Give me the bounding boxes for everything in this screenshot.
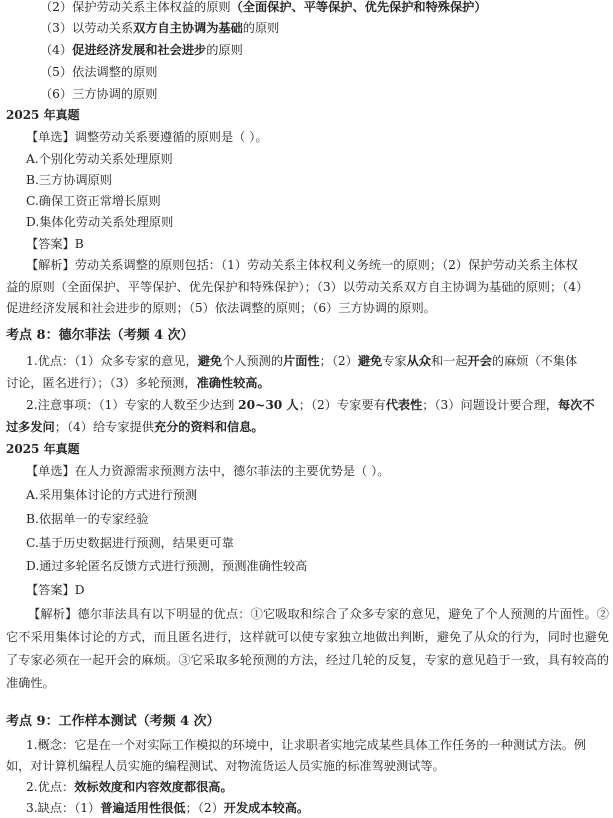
analysis-line-2: 益的原则（全面保护、平等保护、优先保护和特殊保护）；（3）以劳动关系双方自主协调为基础的原则；（4） — [6, 280, 589, 294]
principle-item-5: （5）依法调整的原则 — [40, 65, 158, 79]
kp9-disadvantages: 3.缺点：（1）普遍适用性很低；（2）开发成本较高。 — [26, 801, 310, 815]
option-c: C.确保工资正常增长原则 — [26, 194, 161, 208]
kp8-notes-line-1: 2.注意事项：（1）专家的人数至少达到 20~30 人；（2）专家要有代表性；（3）问题设计要合理，每次不 — [26, 398, 595, 412]
option-b: B.依据单一的专家经验 — [26, 512, 149, 526]
principle-item-2: （2）保护劳动关系主体权益的原则（全面保护、平等保护、优先保护和特殊保护） — [40, 0, 487, 14]
answer: 【答案】D — [26, 583, 85, 597]
question-stem: 【单选】在人力资源需求预测方法中，德尔菲法的主要优势是（ ）。 — [26, 464, 390, 478]
answer: 【答案】B — [26, 237, 84, 251]
option-a: A.个别化劳动关系处理原则 — [26, 152, 173, 166]
option-d: D.集体化劳动关系处理原则 — [26, 215, 174, 229]
kp9-concept-line-1: 1.概念：它是在一个对实际工作模拟的环境中，让求职者实地完成某些具体工作任务的一种测试方法。例 — [26, 738, 587, 752]
kp9-advantages: 2.优点：效标效度和内容效度都很高。 — [26, 780, 233, 794]
exam-year-label: 2025 年真题 — [6, 442, 80, 456]
section-heading-kp9: 考点 9：工作样本测试（考频 4 次） — [6, 714, 220, 729]
section-heading-kp8: 考点 8：德尔菲法（考频 4 次） — [6, 328, 194, 343]
kp8-advantages-line-2: 讨论，匿名进行）；（3）多轮预测，准确性较高。 — [6, 376, 270, 390]
analysis-line-3: 促进经济发展和社会进步的原则；（5）依法调整的原则；（6）三方协调的原则。 — [6, 301, 436, 315]
question-stem: 【单选】调整劳动关系要遵循的原则是（ ）。 — [26, 130, 268, 144]
kp9-concept-line-2: 如，对计算机编程人员实施的编程测试、对物流货运人员实施的标准驾驶测试等。 — [6, 759, 445, 773]
option-a: A.采用集体讨论的方式进行预测 — [26, 488, 198, 502]
analysis-paragraph: 【解析】德尔菲法具有以下明显的优点：①它吸取和综合了众多专家的意见，避免了个人预测的片面性。②它不采用集体讨论的方式，而且匿名进行，这样就可以使专家独立地做出判断，避免了从众的行为，同时也避免了专家必须在一起开会的麻烦。③它采取多轮预测的方法，经过几轮的反复，专家的意见趋于一致，具有较高的准确性。 — [6, 607, 609, 690]
option-b: B.三方协调原则 — [26, 173, 112, 187]
principle-item-4: （4）促进经济发展和社会进步的原则 — [40, 43, 243, 57]
principle-item-6: （6）三方协调的原则 — [40, 87, 158, 101]
kp8-notes-line-2: 过多发问；（4）给专家提供充分的资料和信息。 — [6, 420, 264, 434]
option-d: D.通过多轮匿名反馈方式进行预测，预测准确性较高 — [26, 559, 308, 573]
option-c: C.基于历史数据进行预测，结果更可靠 — [26, 536, 234, 550]
kp8-advantages-line-1: 1.优点：（1）众多专家的意见，避免个人预测的片面性；（2）避免专家从众和一起开会的麻烦（不集体 — [26, 354, 578, 368]
exam-year-label: 2025 年真题 — [6, 108, 80, 122]
analysis-line-1: 【解析】劳动关系调整的原则包括：（1）劳动关系主体权利义务统一的原则；（2）保护劳动关系主体权 — [26, 258, 578, 272]
principle-item-3: （3）以劳动关系双方自主协调为基础的原则 — [40, 21, 280, 35]
